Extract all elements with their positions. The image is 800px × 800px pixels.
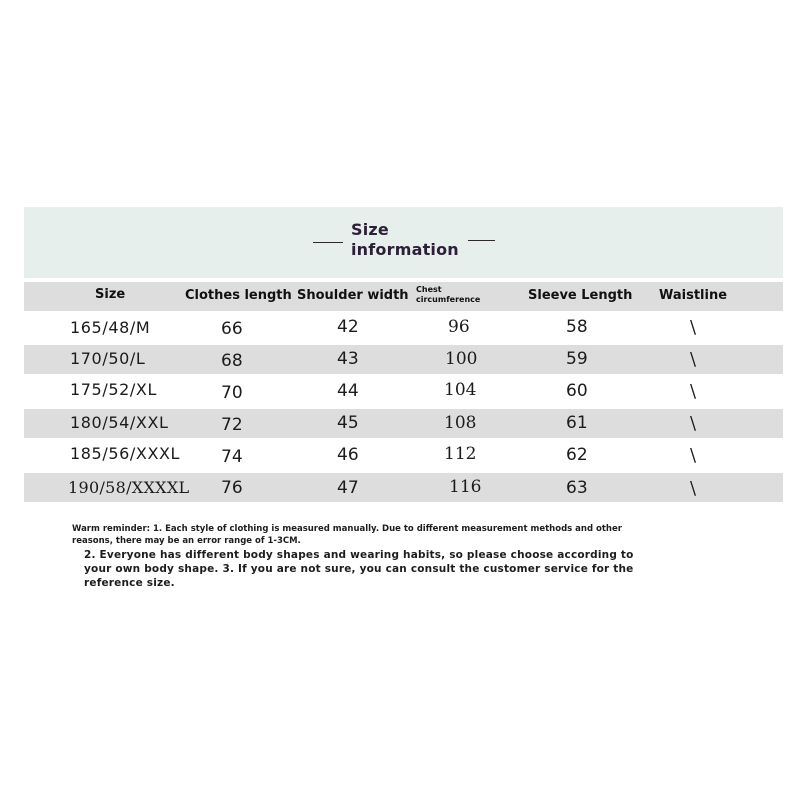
cell-shoulder-width: 47 bbox=[337, 478, 359, 498]
cell-chest: 112 bbox=[444, 444, 477, 464]
title-line-1: Size bbox=[351, 220, 389, 239]
cell-waistline: \ bbox=[690, 317, 697, 338]
title-line-2: information bbox=[351, 240, 459, 259]
cell-size: 165/48/M bbox=[70, 318, 151, 337]
cell-waistline: \ bbox=[690, 478, 697, 499]
cell-shoulder-width: 42 bbox=[337, 317, 359, 337]
cell-sleeve-length: 62 bbox=[566, 445, 588, 465]
header-chest-circumference bbox=[416, 285, 480, 305]
cell-waistline: \ bbox=[690, 349, 697, 370]
cell-clothes-length: 76 bbox=[221, 478, 243, 498]
cell-clothes-length: 72 bbox=[221, 415, 243, 435]
header-sleeve-length: Sleeve Length bbox=[528, 288, 633, 303]
table-row bbox=[24, 409, 783, 438]
header-waistline: Waistline bbox=[659, 288, 728, 303]
cell-size: 175/52/XL bbox=[70, 380, 157, 399]
header-chest-line-1: Chest bbox=[416, 285, 442, 294]
title-rule-left bbox=[313, 242, 343, 243]
table-row bbox=[24, 473, 783, 502]
cell-sleeve-length: 58 bbox=[566, 317, 588, 337]
cell-chest: 100 bbox=[445, 349, 478, 369]
cell-sleeve-length: 59 bbox=[566, 349, 588, 369]
cell-chest: 108 bbox=[444, 413, 477, 433]
cell-clothes-length: 68 bbox=[221, 351, 243, 371]
cell-clothes-length: 66 bbox=[221, 319, 243, 339]
chart-title bbox=[351, 220, 459, 260]
cell-size: 185/56/XXXL bbox=[70, 444, 181, 463]
sizing-advice: 2. Everyone has different body shapes and wearing habits, so please choose according to your own body shape. 3. If you are not sure, you can consult the customer service for the reference size. bbox=[84, 549, 634, 589]
cell-clothes-length: 70 bbox=[221, 383, 243, 403]
title-rule-right bbox=[468, 240, 495, 241]
header-clothes-length: Clothes length bbox=[185, 288, 292, 303]
cell-size: 170/50/L bbox=[70, 349, 146, 368]
cell-chest: 104 bbox=[444, 380, 477, 400]
cell-size: 180/54/XXL bbox=[70, 413, 169, 432]
table-header bbox=[24, 282, 783, 311]
table-row bbox=[24, 441, 783, 470]
title-band bbox=[24, 207, 783, 278]
cell-clothes-length: 74 bbox=[221, 447, 243, 467]
table-row bbox=[24, 345, 783, 374]
cell-chest: 116 bbox=[449, 477, 482, 497]
cell-waistline: \ bbox=[690, 413, 697, 434]
table-row bbox=[24, 313, 783, 342]
cell-shoulder-width: 45 bbox=[337, 413, 359, 433]
cell-shoulder-width: 43 bbox=[337, 349, 359, 369]
cell-size: 190/58/XXXXL bbox=[68, 478, 190, 497]
cell-waistline: \ bbox=[690, 445, 697, 466]
cell-sleeve-length: 60 bbox=[566, 381, 588, 401]
header-size: Size bbox=[95, 287, 126, 302]
header-chest-line-2: circumference bbox=[416, 295, 481, 304]
cell-sleeve-length: 63 bbox=[566, 478, 588, 498]
cell-sleeve-length: 61 bbox=[566, 413, 588, 433]
cell-waistline: \ bbox=[690, 381, 697, 402]
cell-shoulder-width: 46 bbox=[337, 445, 359, 465]
cell-chest: 96 bbox=[448, 317, 470, 337]
header-shoulder-width: Shoulder width bbox=[297, 288, 409, 303]
warm-reminder: Warm reminder: 1. Each style of clothing is measured manually. Due to different measurement methods and other reasons, there may be an error range of 1-3CM. bbox=[72, 524, 622, 546]
table-row bbox=[24, 377, 783, 406]
cell-shoulder-width: 44 bbox=[337, 381, 359, 401]
